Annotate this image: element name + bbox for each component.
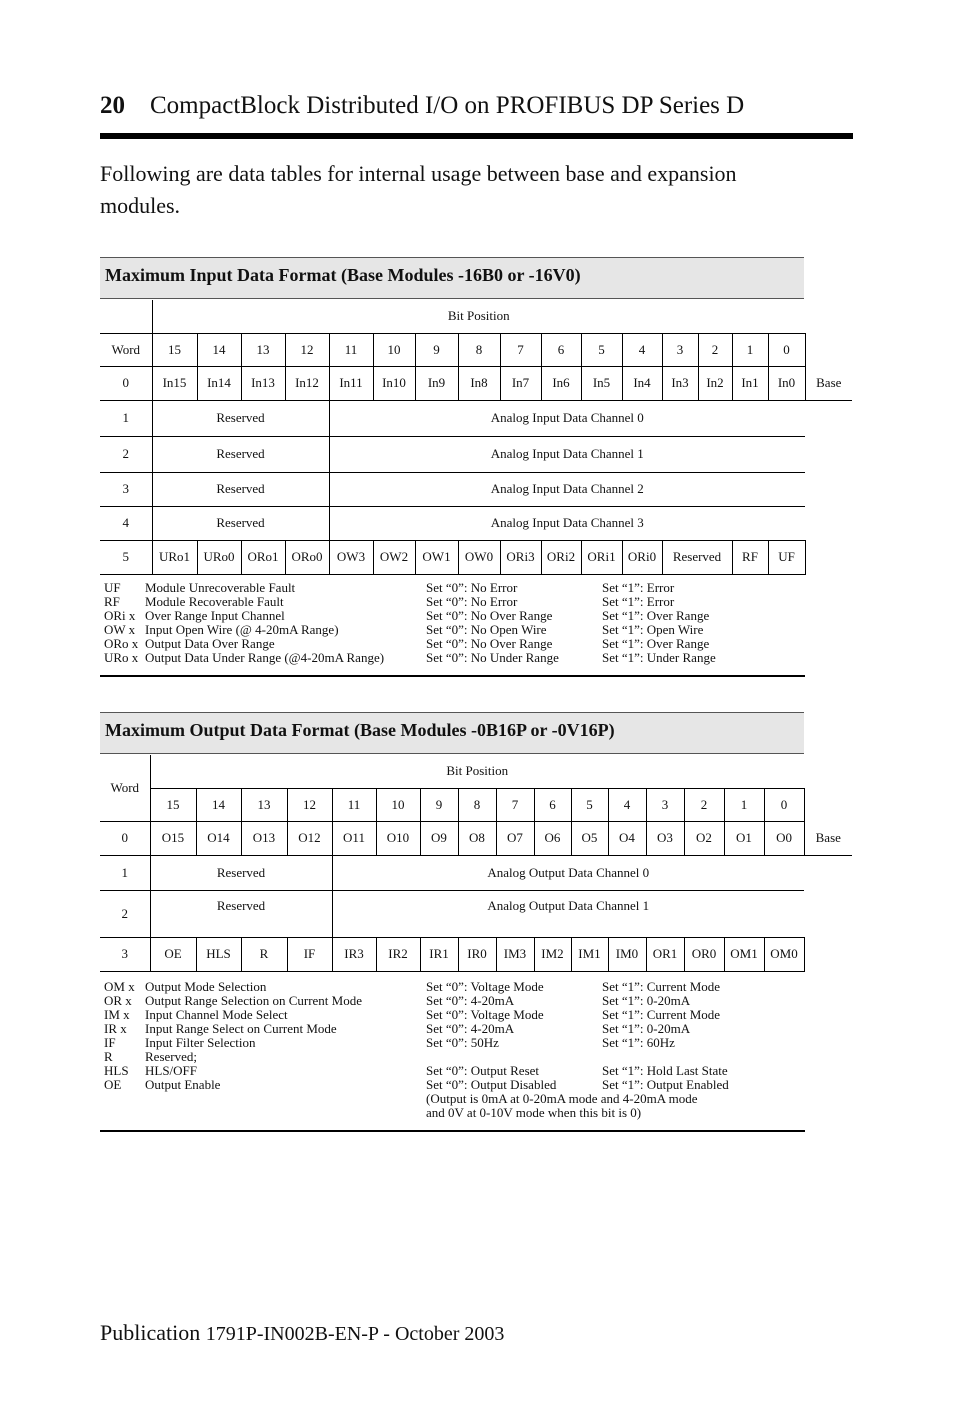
- bit-number: 8: [458, 333, 500, 366]
- bit-cell: In15: [152, 366, 197, 400]
- bit-cell: O3: [646, 821, 684, 855]
- legend-description: Input Channel Mode Select: [145, 1007, 288, 1022]
- status-bit: ORi0: [622, 540, 662, 574]
- bit-number: 1: [724, 788, 764, 821]
- control-bit: IF: [287, 937, 332, 971]
- control-bit: OM0: [764, 937, 804, 971]
- bit-number: 13: [241, 788, 287, 821]
- blank-cell: [805, 333, 852, 366]
- bit-cell: In9: [415, 366, 458, 400]
- legend-set1: Set “1”: Current Mode: [602, 979, 721, 994]
- bit-cell: O11: [332, 821, 376, 855]
- rf-bit: RF: [732, 540, 768, 574]
- status-bit: OW3: [329, 540, 373, 574]
- status-bit: ORi3: [500, 540, 541, 574]
- intro-paragraph: Following are data tables for internal usage between base and expansion modules.: [100, 161, 737, 218]
- status-bit: OW1: [415, 540, 458, 574]
- uf-bit: UF: [768, 540, 805, 574]
- bit-number: 0: [764, 788, 804, 821]
- bit-number: 0: [768, 333, 805, 366]
- reserved-cell: Reserved: [150, 890, 332, 937]
- reserved-cell: Reserved: [662, 540, 732, 574]
- legend-code: OM x: [104, 979, 135, 994]
- word-number: 2: [100, 890, 150, 937]
- bit-number: 6: [534, 788, 571, 821]
- bit-number: 11: [332, 788, 376, 821]
- legend-description: Output Mode Selection: [145, 979, 267, 994]
- word-label: Word: [100, 755, 150, 821]
- analog-output-channel: Analog Output Data Channel 1: [332, 890, 804, 937]
- legend-code: IR x: [104, 1021, 127, 1036]
- legend-code: IF: [104, 1035, 116, 1050]
- bit-cell: In14: [197, 366, 241, 400]
- bit-number: 7: [500, 333, 541, 366]
- legend-set1: Set “1”: Over Range: [602, 636, 710, 651]
- bit-number: 12: [285, 333, 329, 366]
- legend-description: Output Enable: [145, 1077, 221, 1092]
- control-bit: HLS: [196, 937, 241, 971]
- word-number: 2: [100, 436, 152, 472]
- control-bit: OR0: [684, 937, 724, 971]
- legend-code: OW x: [104, 622, 136, 637]
- blank-cell: [805, 300, 852, 333]
- status-bit: OW2: [373, 540, 415, 574]
- footer-label: Publication: [100, 1320, 201, 1345]
- legend-note: (Output is 0mA at 0-20mA mode and 4-20mA mode: [426, 1091, 698, 1106]
- legend-code: IM x: [104, 1007, 130, 1022]
- control-bit: IM1: [571, 937, 608, 971]
- control-bit: OE: [150, 937, 196, 971]
- legend-set0: Set “0”: Output Reset: [426, 1063, 540, 1078]
- blank-cell: [805, 400, 852, 436]
- legend-set0: Set “0”: Voltage Mode: [426, 1007, 544, 1022]
- bit-number: 8: [458, 788, 496, 821]
- bit-cell: O5: [571, 821, 608, 855]
- input-table-bottom-rule: [100, 675, 805, 677]
- legend-description: Output Data Over Range: [145, 636, 275, 651]
- output-table-title-bar: [100, 712, 804, 754]
- blank-cell: [804, 937, 852, 971]
- bit-number: 1: [732, 333, 768, 366]
- status-bit: ORi1: [581, 540, 622, 574]
- reserved-cell: Reserved: [152, 506, 329, 540]
- legend-set1: Set “1”: Output Enabled: [602, 1077, 729, 1092]
- bit-cell: O7: [496, 821, 534, 855]
- legend-code: URo x: [104, 650, 139, 665]
- bit-cell: In3: [662, 366, 698, 400]
- legend-set0: Set “0”: Voltage Mode: [426, 979, 544, 994]
- legend-set1: Set “1”: Current Mode: [602, 1007, 721, 1022]
- bit-cell: In0: [768, 366, 805, 400]
- legend-code: OE: [104, 1077, 122, 1092]
- bit-number: 13: [241, 333, 285, 366]
- legend-description: Input Filter Selection: [145, 1035, 256, 1050]
- legend-set1: Set “1”: 0-20mA: [602, 993, 691, 1008]
- title-rule: [100, 133, 853, 139]
- status-bit: URo0: [197, 540, 241, 574]
- base-tag: Base: [804, 821, 852, 855]
- bit-number: 7: [496, 788, 534, 821]
- bit-cell: In6: [541, 366, 581, 400]
- control-bit: IM3: [496, 937, 534, 971]
- bit-number: 2: [684, 788, 724, 821]
- bit-number: 3: [662, 333, 698, 366]
- analog-input-channel: Analog Input Data Channel 2: [329, 472, 805, 506]
- bit-cell: In5: [581, 366, 622, 400]
- status-bit: ORo0: [285, 540, 329, 574]
- bit-number: 9: [420, 788, 458, 821]
- legend-code: UF: [104, 580, 121, 595]
- bit-position-label: Bit Position: [152, 300, 805, 333]
- legend-description: Module Unrecoverable Fault: [145, 580, 296, 595]
- bit-cell: In10: [373, 366, 415, 400]
- bit-number: 15: [150, 788, 196, 821]
- legend-set0: Set “0”: No Over Range: [426, 608, 553, 623]
- bit-cell: O14: [196, 821, 241, 855]
- legend-code: RF: [104, 594, 120, 609]
- bit-number: 14: [196, 788, 241, 821]
- bit-cell: In13: [241, 366, 285, 400]
- bit-cell: O6: [534, 821, 571, 855]
- bit-number: 14: [197, 333, 241, 366]
- status-bit: ORi2: [541, 540, 581, 574]
- bit-number: 10: [376, 788, 420, 821]
- footer: [100, 1320, 504, 1346]
- bit-number: 15: [152, 333, 197, 366]
- legend-set0: Set “0”: 4-20mA: [426, 993, 515, 1008]
- legend-description: HLS/OFF: [145, 1063, 198, 1078]
- legend-set1: Set “1”: Over Range: [602, 608, 710, 623]
- bit-position-label: Bit Position: [150, 755, 804, 788]
- legend-set1: Set “1”: 0-20mA: [602, 1021, 691, 1036]
- legend-set1: Set “1”: 60Hz: [602, 1035, 675, 1050]
- bit-number: 12: [287, 788, 332, 821]
- status-bit: URo1: [152, 540, 197, 574]
- legend-code: ORi x: [104, 608, 136, 623]
- bit-cell: O12: [287, 821, 332, 855]
- page-title: CompactBlock Distributed I/O on PROFIBUS DP Series D: [150, 92, 745, 119]
- legend-code: R: [104, 1049, 113, 1064]
- bit-number: 4: [608, 788, 646, 821]
- bit-cell: In12: [285, 366, 329, 400]
- legend-description: Input Range Select on Current Mode: [145, 1021, 337, 1036]
- bit-number: 9: [415, 333, 458, 366]
- legend-set1: Set “1”: Under Range: [602, 650, 716, 665]
- reserved-cell: Reserved: [150, 855, 332, 890]
- bit-cell: In7: [500, 366, 541, 400]
- bit-number: 3: [646, 788, 684, 821]
- legend-set0: Set “0”: No Open Wire: [426, 622, 547, 637]
- legend-description: Over Range Input Channel: [145, 608, 285, 623]
- word-label: Word: [100, 333, 152, 366]
- status-bit: ORo1: [241, 540, 285, 574]
- input-table-title-bar: [100, 257, 804, 299]
- bit-cell: In11: [329, 366, 373, 400]
- output-data-table: [100, 755, 852, 972]
- word-number: 4: [100, 506, 152, 540]
- bit-cell: In1: [732, 366, 768, 400]
- bit-number: 2: [698, 333, 732, 366]
- blank-cell: [805, 540, 852, 574]
- blank-cell: [805, 436, 852, 472]
- legend-set0: Set “0”: 4-20mA: [426, 1021, 515, 1036]
- control-bit: IM0: [608, 937, 646, 971]
- blank-cell: [804, 890, 852, 937]
- bit-number: 11: [329, 333, 373, 366]
- control-bit: IR2: [376, 937, 420, 971]
- bit-number: 6: [541, 333, 581, 366]
- output-table-bottom-rule: [100, 1130, 805, 1132]
- base-tag: Base: [805, 366, 852, 400]
- blank-cell: [805, 472, 852, 506]
- blank-cell: [804, 855, 852, 890]
- bit-number: 5: [581, 333, 622, 366]
- legend-set0: Set “0”: Output Disabled: [426, 1077, 557, 1092]
- word-header-blank: [100, 300, 152, 333]
- legend-set1: Set “1”: Hold Last State: [602, 1063, 728, 1078]
- legend-set0: Set “0”: No Over Range: [426, 636, 553, 651]
- legend-set1: Set “1”: Error: [602, 594, 675, 609]
- legend-set0: Set “0”: No Under Range: [426, 650, 559, 665]
- blank-cell: [805, 506, 852, 540]
- control-bit: IR0: [458, 937, 496, 971]
- legend-code: HLS: [104, 1063, 129, 1078]
- legend-code: OR x: [104, 993, 132, 1008]
- bit-cell: In2: [698, 366, 732, 400]
- bit-cell: O1: [724, 821, 764, 855]
- legend-note: and 0V at 0-10V mode when this bit is 0): [426, 1105, 642, 1120]
- reserved-cell: Reserved: [152, 436, 329, 472]
- reserved-cell: Reserved: [152, 472, 329, 506]
- bit-cell: O4: [608, 821, 646, 855]
- bit-cell: O9: [420, 821, 458, 855]
- word-number: 0: [100, 821, 150, 855]
- analog-input-channel: Analog Input Data Channel 1: [329, 436, 805, 472]
- legend-description: Output Data Under Range (@4-20mA Range): [145, 650, 385, 665]
- analog-input-channel: Analog Input Data Channel 0: [329, 400, 805, 436]
- bit-cell: In4: [622, 366, 662, 400]
- legend-description: Input Open Wire (@ 4-20mA Range): [145, 622, 339, 637]
- bit-number: 5: [571, 788, 608, 821]
- control-bit: OM1: [724, 937, 764, 971]
- input-data-table: [100, 300, 852, 575]
- blank-cell: [804, 788, 852, 821]
- bit-cell: O8: [458, 821, 496, 855]
- legend-set1: Set “1”: Open Wire: [602, 622, 704, 637]
- bit-cell: O2: [684, 821, 724, 855]
- control-bit: R: [241, 937, 287, 971]
- legend-description: Output Range Selection on Current Mode: [145, 993, 362, 1008]
- legend-set0: Set “0”: No Error: [426, 580, 518, 595]
- bit-cell: O10: [376, 821, 420, 855]
- output-table-title: Maximum Output Data Format (Base Modules -0B16P or -0V16P): [105, 720, 615, 740]
- bit-cell: O15: [150, 821, 196, 855]
- word-number: 3: [100, 472, 152, 506]
- legend-set1: Set “1”: Error: [602, 580, 675, 595]
- legend-set0: Set “0”: 50Hz: [426, 1035, 499, 1050]
- footer-publication-code: 1791P-IN002B-EN-P - October 2003: [205, 1323, 505, 1345]
- input-table-title: Maximum Input Data Format (Base Modules -16B0 or -16V0): [105, 265, 581, 285]
- control-bit: OR1: [646, 937, 684, 971]
- word-number: 1: [100, 400, 152, 436]
- reserved-cell: Reserved: [152, 400, 329, 436]
- control-bit: IM2: [534, 937, 571, 971]
- control-bit: IR1: [420, 937, 458, 971]
- legend-description: Module Recoverable Fault: [145, 594, 284, 609]
- word-number: 5: [100, 540, 152, 574]
- word-number: 1: [100, 855, 150, 890]
- bit-cell: In8: [458, 366, 500, 400]
- page-number: 20: [100, 92, 125, 119]
- legend-set0: Set “0”: No Error: [426, 594, 518, 609]
- word-number: 0: [100, 366, 152, 400]
- bit-number: 10: [373, 333, 415, 366]
- blank-cell: [804, 755, 852, 788]
- status-bit: OW0: [458, 540, 500, 574]
- bit-cell: O0: [764, 821, 804, 855]
- analog-output-channel: Analog Output Data Channel 0: [332, 855, 804, 890]
- bit-number: 4: [622, 333, 662, 366]
- bit-cell: O13: [241, 821, 287, 855]
- analog-input-channel: Analog Input Data Channel 3: [329, 506, 805, 540]
- control-bit: IR3: [332, 937, 376, 971]
- word-number: 3: [100, 937, 150, 971]
- legend-description: Reserved;: [145, 1049, 197, 1064]
- legend-code: ORo x: [104, 636, 139, 651]
